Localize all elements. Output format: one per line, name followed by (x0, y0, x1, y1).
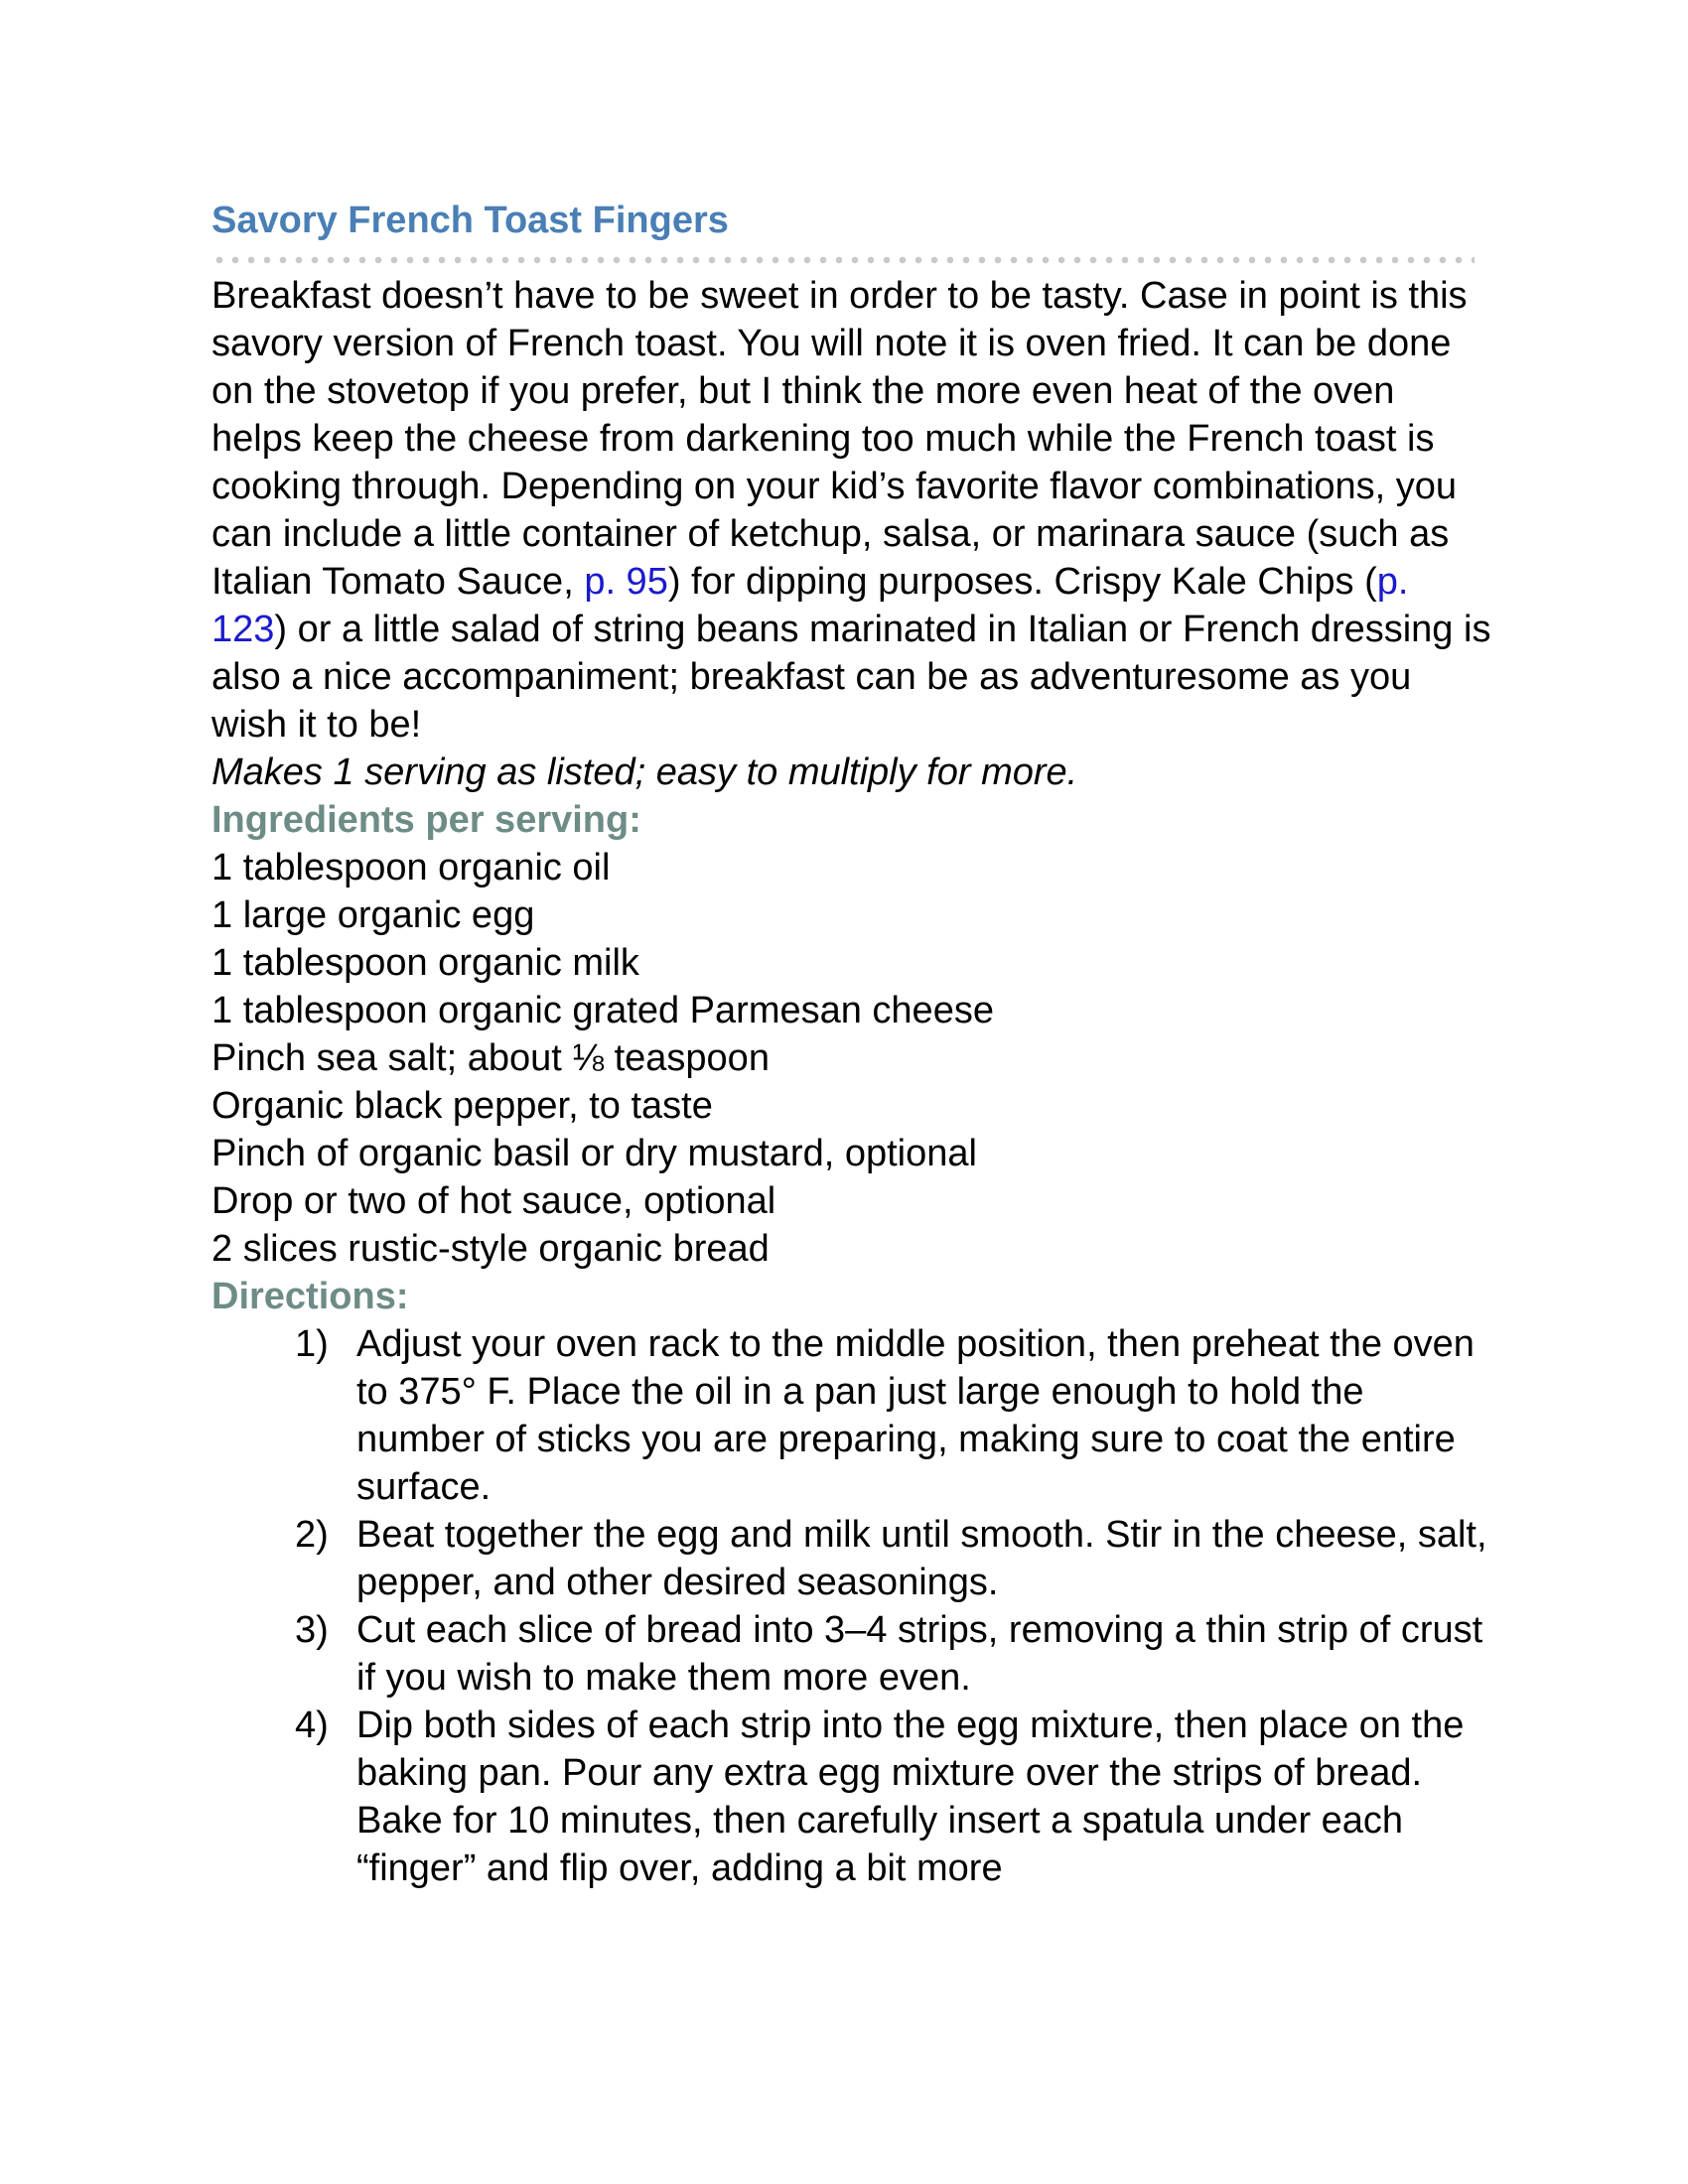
intro-text-3: ) or a little salad of string beans marinated in Italian or French dressing is also a nice accompaniment; breakfast can be as adventuresome as you wish it to be! (211, 609, 1491, 746)
direction-step (211, 1606, 1492, 1702)
dotted-divider (211, 256, 1475, 264)
recipe-page (211, 195, 1492, 1892)
ingredient-item: 1 tablespoon organic oil (211, 847, 611, 888)
ingredient-item: Drop or two of hot sauce, optional (211, 1180, 776, 1222)
ingredient-item: 2 slices rustic-style organic bread (211, 1228, 770, 1270)
ingredients-list (211, 844, 1492, 1273)
ingredient-item: Organic black pepper, to taste (211, 1085, 713, 1127)
yield-note: Makes 1 serving as listed; easy to multiply for more. (211, 751, 1078, 793)
directions-list (211, 1320, 1492, 1892)
ingredient-item: Pinch of organic basil or dry mustard, optional (211, 1133, 977, 1174)
intro-text-1: Breakfast doesn’t have to be sweet in order to be tasty. Case in point is this savory version of French toast. You will note it is oven fried. It can be done on the stovetop if you prefer, but I think the more even heat of the oven helps keep the cheese from darkening too much while the French toast is cooking through. Depending on your kid’s favorite flavor combinations, you can include a little container of ketchup, salsa, or marinara sauce (such as Italian Tomato Sauce, (211, 275, 1468, 603)
ingredient-item: 1 tablespoon organic milk (211, 942, 639, 984)
step-text: Cut each slice of bread into 3–4 strips, removing a thin strip of crust if you wish to make them more even. (356, 1609, 1483, 1699)
link-italian-tomato-sauce[interactable]: p. 95 (584, 561, 668, 603)
step-number: 2) (295, 1514, 329, 1556)
recipe-title: Savory French Toast Fingers (211, 200, 729, 241)
ingredient-item: Pinch sea salt; about ⅛ teaspoon (211, 1037, 770, 1079)
link-crispy-kale-chips[interactable]: p. 123 (211, 561, 1409, 650)
step-text: Adjust your oven rack to the middle position, then preheat the oven to 375° F. Place the oil in a pan just large enough to hold the number of sticks you are preparing, making sure to coat the entire surface. (356, 1323, 1475, 1508)
ingredient-item: 1 large organic egg (211, 894, 535, 936)
direction-step (211, 1702, 1492, 1892)
step-number: 4) (295, 1705, 329, 1746)
ingredient-item: 1 tablespoon organic grated Parmesan cheese (211, 990, 994, 1031)
intro-text-2: ) for dipping purposes. Crispy Kale Chips ( (667, 561, 1377, 603)
step-number: 1) (295, 1323, 329, 1365)
directions-heading: Directions: (211, 1276, 409, 1317)
direction-step (211, 1511, 1492, 1606)
direction-step (211, 1320, 1492, 1511)
intro-paragraph (211, 272, 1492, 749)
step-number: 3) (295, 1609, 329, 1651)
step-text: Beat together the egg and milk until smooth. Stir in the cheese, salt, pepper, and other desired seasonings. (356, 1514, 1487, 1603)
ingredients-heading: Ingredients per serving: (211, 799, 641, 841)
step-text: Dip both sides of each strip into the egg mixture, then place on the baking pan. Pour any extra egg mixture over the strips of bread. Bake for 10 minutes, then carefully insert a spatula under each “finger” and flip over, adding a bit more (356, 1705, 1465, 1889)
